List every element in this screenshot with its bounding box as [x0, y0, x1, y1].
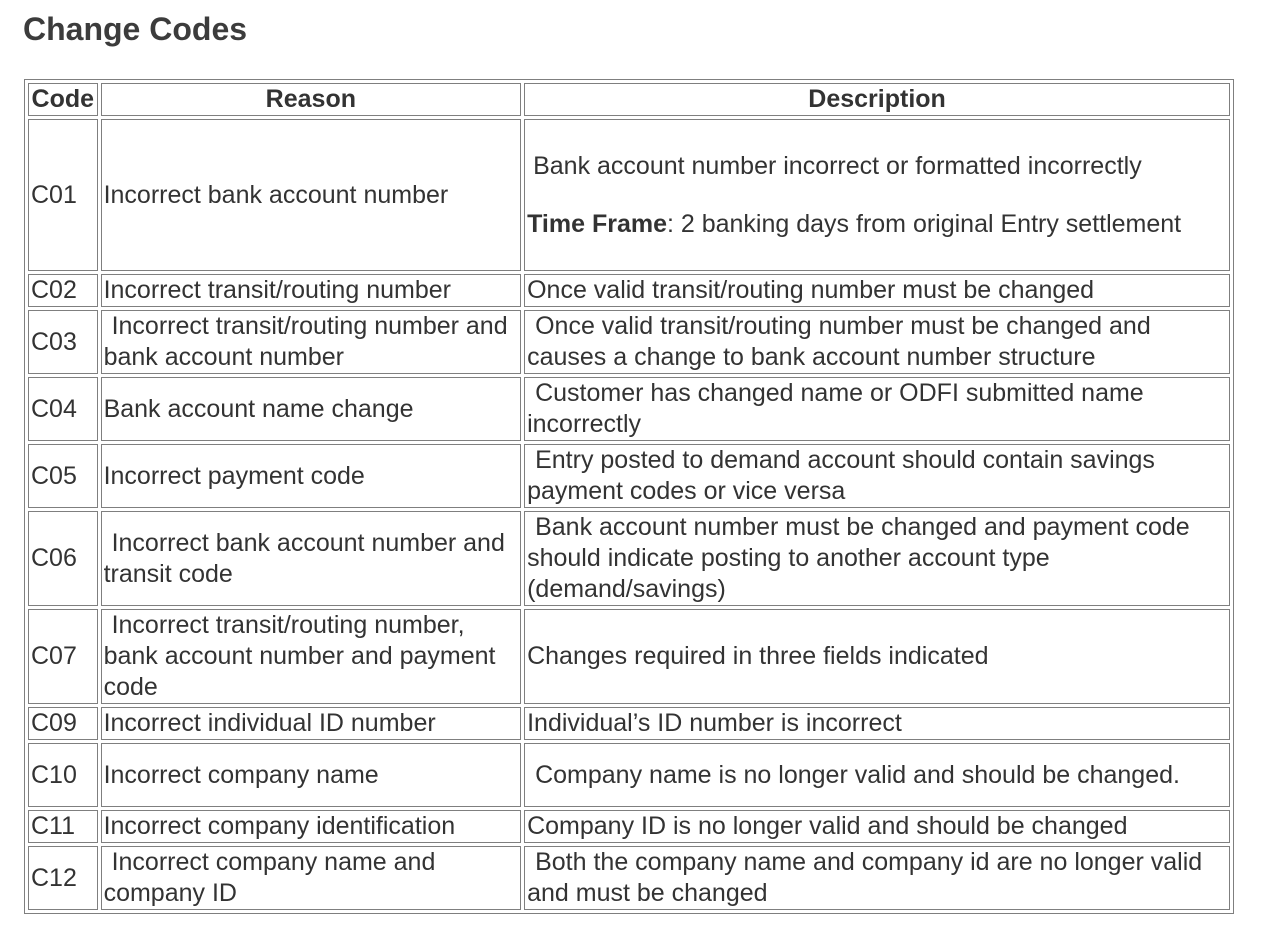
description-cell: Once valid transit/routing number must be changed: [524, 274, 1230, 307]
table-row: [28, 119, 1230, 271]
description-cell: Once valid transit/routing number must be changed and causes a change to bank account number structure: [524, 310, 1230, 374]
code-cell: C09: [28, 707, 98, 740]
time-frame-label: Time Frame: [527, 209, 667, 238]
reason-cell: Incorrect transit/routing number and bank account number: [101, 310, 522, 374]
code-cell: C01: [28, 119, 98, 271]
table-header-row: [28, 83, 1230, 116]
table-row: [28, 377, 1230, 441]
table-row: [28, 609, 1230, 704]
reason-cell: Incorrect company identification: [101, 810, 522, 843]
reason-cell: Incorrect payment code: [101, 444, 522, 508]
reason-cell: Incorrect bank account number and transit code: [101, 511, 522, 606]
description-cell: Entry posted to demand account should contain savings payment codes or vice versa: [524, 444, 1230, 508]
table-row: [28, 810, 1230, 843]
description-cell: Bank account number must be changed and payment code should indicate posting to another account type (demand/savings): [524, 511, 1230, 606]
code-cell: C10: [28, 743, 98, 807]
description-cell: Company ID is no longer valid and should be changed: [524, 810, 1230, 843]
description-cell: Both the company name and company id are no longer valid and must be changed: [524, 846, 1230, 910]
code-cell: C04: [28, 377, 98, 441]
reason-cell: Incorrect individual ID number: [101, 707, 522, 740]
description-cell: Changes required in three fields indicated: [524, 609, 1230, 704]
column-header-description: Description: [524, 83, 1230, 116]
table-row: [28, 707, 1230, 740]
reason-cell: Incorrect bank account number: [101, 119, 522, 271]
code-cell: C06: [28, 511, 98, 606]
reason-cell: Bank account name change: [101, 377, 522, 441]
code-cell: C03: [28, 310, 98, 374]
code-cell: C02: [28, 274, 98, 307]
code-cell: C12: [28, 846, 98, 910]
table-row: [28, 511, 1230, 606]
table-row: [28, 846, 1230, 910]
description-cell: Company name is no longer valid and should be changed.: [524, 743, 1230, 807]
reason-cell: Incorrect company name and company ID: [101, 846, 522, 910]
reason-cell: Incorrect company name: [101, 743, 522, 807]
time-frame: [527, 209, 1227, 240]
description-cell: Individual’s ID number is incorrect: [524, 707, 1230, 740]
change-codes-table: [24, 79, 1234, 914]
code-cell: C05: [28, 444, 98, 508]
column-header-reason: Reason: [101, 83, 522, 116]
page-title: Change Codes: [23, 11, 248, 47]
code-cell: C07: [28, 609, 98, 704]
table-row: [28, 310, 1230, 374]
table-row: [28, 743, 1230, 807]
code-cell: C11: [28, 810, 98, 843]
description-cell: [524, 119, 1230, 271]
time-frame-value: : 2 banking days from original Entry settlement: [666, 209, 1182, 238]
column-header-code: Code: [28, 83, 98, 116]
description-text: Bank account number incorrect or formatted incorrectly: [533, 151, 1142, 180]
paragraph-gap: [527, 182, 1227, 209]
description-cell: Customer has changed name or ODFI submitted name incorrectly: [524, 377, 1230, 441]
table-row: [28, 274, 1230, 307]
table-row: [28, 444, 1230, 508]
reason-cell: Incorrect transit/routing number: [101, 274, 522, 307]
reason-cell: Incorrect transit/routing number, bank account number and payment code: [101, 609, 522, 704]
